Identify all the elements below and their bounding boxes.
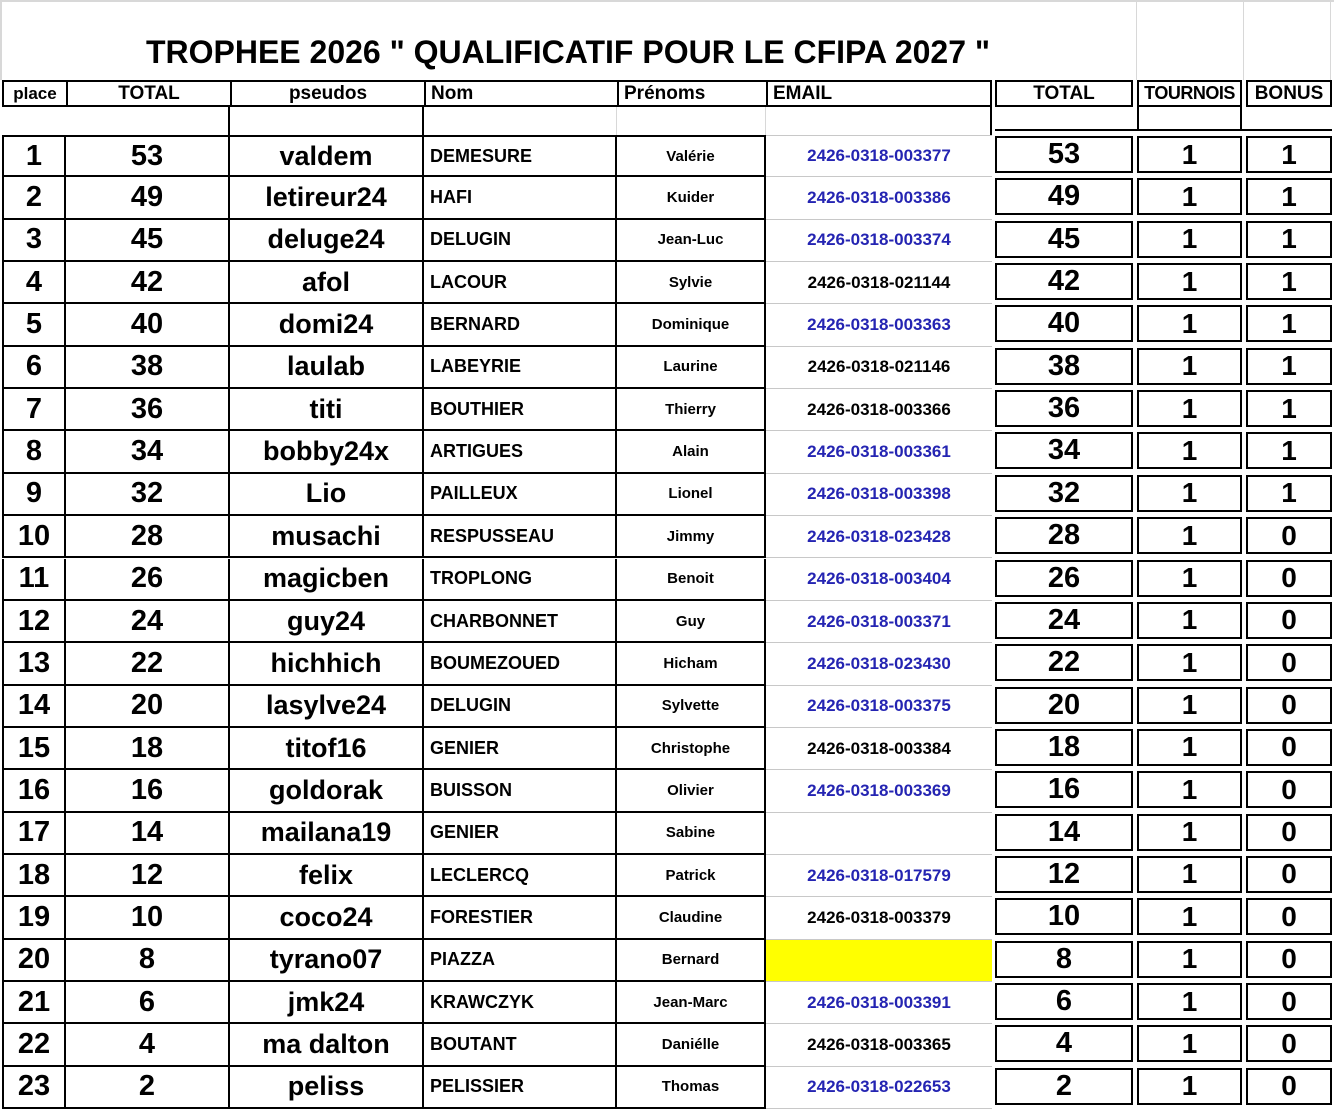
cell-prenom[interactable]: Lionel — [617, 474, 766, 516]
cell-place[interactable]: 16 — [2, 770, 66, 812]
cell-prenom[interactable]: Jimmy — [617, 516, 766, 558]
cell-bonus[interactable]: 0 — [1246, 729, 1332, 766]
cell-total2[interactable]: 8 — [995, 941, 1133, 978]
cell-bonus[interactable]: 1 — [1246, 432, 1332, 469]
cell-bonus[interactable]: 1 — [1246, 305, 1332, 342]
cell-total[interactable]: 53 — [66, 135, 230, 177]
cell-total2[interactable]: 42 — [995, 263, 1133, 300]
cell-bonus[interactable]: 0 — [1246, 687, 1332, 724]
cell-place[interactable]: 1 — [2, 135, 66, 177]
cell-email[interactable]: 2426-0318-003363 — [766, 304, 992, 346]
cell-total2[interactable]: 34 — [995, 432, 1133, 469]
cell-total2[interactable]: 18 — [995, 729, 1133, 766]
cell-bonus[interactable]: 0 — [1246, 1025, 1332, 1062]
cell-bonus[interactable]: 1 — [1246, 263, 1332, 300]
cell-email[interactable]: 2426-0318-021144 — [766, 262, 992, 304]
cell-email[interactable]: 2426-0318-023428 — [766, 516, 992, 558]
header-bonus[interactable]: BONUS — [1246, 80, 1332, 107]
cell-total[interactable]: 28 — [66, 516, 230, 558]
cell-pseudo[interactable]: musachi — [230, 516, 424, 558]
cell-total[interactable]: 42 — [66, 262, 230, 304]
cell-email[interactable]: 2426-0318-003379 — [766, 897, 992, 939]
cell-prenom[interactable]: Guy — [617, 601, 766, 643]
cell-nom[interactable]: LECLERCQ — [424, 855, 617, 897]
cell-nom[interactable]: PAILLEUX — [424, 474, 617, 516]
cell-prenom[interactable]: Bernard — [617, 940, 766, 982]
cell-pseudo[interactable]: titi — [230, 389, 424, 431]
gridline-top — [0, 0, 1334, 2]
cell-tournois[interactable]: 1 — [1137, 517, 1242, 554]
cell-place[interactable]: 19 — [2, 897, 66, 939]
cell-pseudo[interactable]: peliss — [230, 1067, 424, 1109]
cell-email[interactable]: 2426-0318-022653 — [766, 1067, 992, 1109]
cell-total[interactable]: 38 — [66, 347, 230, 389]
cell-bonus[interactable]: 0 — [1246, 517, 1332, 554]
cell-tournois[interactable]: 1 — [1137, 983, 1242, 1020]
cell-pseudo[interactable]: coco24 — [230, 897, 424, 939]
header-total-2[interactable]: TOTAL — [995, 80, 1133, 107]
cell-total2[interactable]: 32 — [995, 475, 1133, 512]
cell-total[interactable]: 14 — [66, 813, 230, 855]
cell-total[interactable]: 34 — [66, 431, 230, 473]
page-title: TROPHEE 2026 " QUALIFICATIF POUR LE CFIPA 2027 " — [145, 33, 991, 70]
header-prenoms[interactable]: Prénoms — [619, 82, 768, 105]
cell-total[interactable]: 10 — [66, 897, 230, 939]
cell-bonus[interactable]: 0 — [1246, 814, 1332, 851]
cell-place[interactable]: 18 — [2, 855, 66, 897]
cell-total[interactable]: 18 — [66, 728, 230, 770]
cell-total[interactable]: 8 — [66, 940, 230, 982]
cell-nom[interactable]: GENIER — [424, 813, 617, 855]
cell-tournois[interactable]: 1 — [1137, 856, 1242, 893]
cell-pseudo[interactable]: deluge24 — [230, 220, 424, 262]
cell-tournois[interactable]: 1 — [1137, 305, 1242, 342]
cell-email[interactable]: 2426-0318-017579 — [766, 855, 992, 897]
cell-nom[interactable]: GENIER — [424, 728, 617, 770]
spacer-line-bottom-right — [995, 129, 1332, 131]
cell-total2[interactable]: 10 — [995, 898, 1133, 935]
cell-prenom[interactable]: Sylvie — [617, 262, 766, 304]
cell-prenom[interactable]: Valérie — [617, 135, 766, 177]
cell-total[interactable]: 6 — [66, 982, 230, 1024]
cell-tournois[interactable]: 1 — [1137, 221, 1242, 258]
cell-nom[interactable]: BUISSON — [424, 770, 617, 812]
cell-bonus[interactable]: 0 — [1246, 856, 1332, 893]
cell-place[interactable]: 17 — [2, 813, 66, 855]
cell-bonus[interactable]: 1 — [1246, 221, 1332, 258]
cell-total[interactable]: 12 — [66, 855, 230, 897]
cell-nom[interactable]: DELUGIN — [424, 220, 617, 262]
spacer-line-pseudos-right — [422, 107, 424, 135]
cell-email[interactable]: 2426-0318-003366 — [766, 389, 992, 431]
cell-place[interactable]: 13 — [2, 643, 66, 685]
cell-pseudo[interactable]: goldorak — [230, 770, 424, 812]
cell-total2[interactable]: 45 — [995, 221, 1133, 258]
cell-email — [766, 940, 992, 982]
cell-bonus[interactable]: 1 — [1246, 136, 1332, 173]
cell-tournois[interactable]: 1 — [1137, 263, 1242, 300]
cell-bonus[interactable]: 1 — [1246, 348, 1332, 385]
cell-email[interactable]: 2426-0318-021146 — [766, 347, 992, 389]
cell-nom[interactable]: RESPUSSEAU — [424, 516, 617, 558]
cell-email — [766, 813, 992, 855]
cell-total2[interactable]: 4 — [995, 1025, 1133, 1062]
cell-tournois[interactable]: 1 — [1137, 814, 1242, 851]
cell-email[interactable]: 2426-0318-003371 — [766, 601, 992, 643]
cell-total2[interactable]: 2 — [995, 1068, 1133, 1105]
cell-place[interactable]: 14 — [2, 686, 66, 728]
cell-nom[interactable]: BERNARD — [424, 304, 617, 346]
cell-total[interactable]: 2 — [66, 1067, 230, 1109]
cell-pseudo[interactable]: hichhich — [230, 643, 424, 685]
cell-email[interactable]: 2426-0318-003384 — [766, 728, 992, 770]
cell-nom[interactable]: KRAWCZYK — [424, 982, 617, 1024]
table-header-left — [2, 80, 992, 107]
cell-place[interactable]: 20 — [2, 940, 66, 982]
cell-total[interactable]: 45 — [66, 220, 230, 262]
cell-place[interactable]: 9 — [2, 474, 66, 516]
cell-bonus[interactable]: 0 — [1246, 941, 1332, 978]
spacer-line-email-left — [765, 107, 766, 135]
cell-bonus[interactable]: 0 — [1246, 771, 1332, 808]
cell-place[interactable]: 6 — [2, 347, 66, 389]
cell-nom[interactable]: PIAZZA — [424, 940, 617, 982]
cell-total[interactable]: 24 — [66, 601, 230, 643]
cell-prenom[interactable]: Thierry — [617, 389, 766, 431]
spacer-line-tournois-left — [1137, 107, 1139, 131]
spacer-line-tournois-right — [1240, 107, 1242, 131]
cell-bonus[interactable]: 1 — [1246, 475, 1332, 512]
cell-tournois[interactable]: 1 — [1137, 178, 1242, 215]
cell-total2[interactable]: 28 — [995, 517, 1133, 554]
cell-pseudo[interactable]: guy24 — [230, 601, 424, 643]
cell-prenom[interactable]: Benoit — [617, 559, 766, 601]
cell-pseudo[interactable]: bobby24x — [230, 431, 424, 473]
cell-tournois[interactable]: 1 — [1137, 644, 1242, 681]
cell-pseudo[interactable]: felix — [230, 855, 424, 897]
cell-pseudo[interactable]: letireur24 — [230, 177, 424, 219]
gridline-v3 — [1330, 2, 1331, 80]
cell-prenom[interactable]: Claudine — [617, 897, 766, 939]
cell-total[interactable]: 20 — [66, 686, 230, 728]
cell-place[interactable]: 2 — [2, 177, 66, 219]
cell-total2[interactable]: 38 — [995, 348, 1133, 385]
cell-nom[interactable]: DEMESURE — [424, 135, 617, 177]
cell-nom[interactable]: CHARBONNET — [424, 601, 617, 643]
cell-email[interactable]: 2426-0318-003361 — [766, 431, 992, 473]
cell-total2[interactable]: 53 — [995, 136, 1133, 173]
cell-total[interactable]: 32 — [66, 474, 230, 516]
cell-bonus[interactable]: 0 — [1246, 644, 1332, 681]
cell-total[interactable]: 26 — [66, 559, 230, 601]
cell-prenom[interactable]: Jean-Marc — [617, 982, 766, 1024]
cell-bonus[interactable]: 1 — [1246, 178, 1332, 215]
cell-tournois[interactable]: 1 — [1137, 432, 1242, 469]
cell-pseudo[interactable]: jmk24 — [230, 982, 424, 1024]
spacer-line-pseudos-left — [228, 107, 230, 135]
cell-pseudo[interactable]: Lio — [230, 474, 424, 516]
cell-place[interactable]: 4 — [2, 262, 66, 304]
header-email[interactable]: EMAIL — [773, 82, 833, 104]
cell-email[interactable]: 2426-0318-003369 — [766, 770, 992, 812]
cell-tournois[interactable]: 1 — [1137, 729, 1242, 766]
cell-place[interactable]: 11 — [2, 559, 66, 601]
cell-pseudo[interactable]: magicben — [230, 559, 424, 601]
cell-total2[interactable]: 49 — [995, 178, 1133, 215]
cell-total2[interactable]: 20 — [995, 687, 1133, 724]
cell-tournois[interactable]: 1 — [1137, 771, 1242, 808]
cell-email[interactable]: 2426-0318-003404 — [766, 559, 992, 601]
cell-nom[interactable]: ARTIGUES — [424, 431, 617, 473]
cell-nom[interactable]: TROPLONG — [424, 559, 617, 601]
spacer-line-prenoms-left — [616, 107, 617, 135]
cell-tournois[interactable]: 1 — [1137, 475, 1242, 512]
cell-place[interactable]: 7 — [2, 389, 66, 431]
cell-nom[interactable]: FORESTIER — [424, 897, 617, 939]
cell-tournois[interactable]: 1 — [1137, 687, 1242, 724]
cell-email[interactable]: 2426-0318-003375 — [766, 686, 992, 728]
cell-prenom[interactable]: Sabine — [617, 813, 766, 855]
cell-nom[interactable]: HAFI — [424, 177, 617, 219]
cell-total2[interactable]: 16 — [995, 771, 1133, 808]
cell-tournois[interactable]: 1 — [1137, 941, 1242, 978]
cell-nom[interactable]: DELUGIN — [424, 686, 617, 728]
spacer-line-email-right — [990, 107, 992, 135]
cell-total[interactable]: 49 — [66, 177, 230, 219]
header-total[interactable]: TOTAL — [68, 82, 232, 105]
cell-bonus[interactable]: 0 — [1246, 602, 1332, 639]
cell-place[interactable]: 12 — [2, 601, 66, 643]
cell-nom[interactable]: BOUTHIER — [424, 389, 617, 431]
cell-email[interactable]: 2426-0318-003365 — [766, 1024, 992, 1066]
cell-bonus[interactable]: 0 — [1246, 1068, 1332, 1105]
cell-nom[interactable]: BOUTANT — [424, 1024, 617, 1066]
cell-tournois[interactable]: 1 — [1137, 602, 1242, 639]
header-pseudos[interactable]: pseudos — [232, 82, 426, 105]
cell-total2[interactable]: 26 — [995, 560, 1133, 597]
cell-total2[interactable]: 36 — [995, 390, 1133, 427]
cell-place[interactable]: 21 — [2, 982, 66, 1024]
cell-total[interactable]: 22 — [66, 643, 230, 685]
cell-email[interactable]: 2426-0318-003374 — [766, 220, 992, 262]
cell-prenom[interactable]: Christophe — [617, 728, 766, 770]
cell-tournois[interactable]: 1 — [1137, 560, 1242, 597]
cell-prenom[interactable]: Hicham — [617, 643, 766, 685]
cell-tournois[interactable]: 1 — [1137, 136, 1242, 173]
cell-total[interactable]: 36 — [66, 389, 230, 431]
cell-email[interactable]: 2426-0318-003377 — [766, 135, 992, 177]
cell-total2[interactable]: 22 — [995, 644, 1133, 681]
cell-total[interactable]: 40 — [66, 304, 230, 346]
cell-nom[interactable]: BOUMEZOUED — [424, 643, 617, 685]
cell-prenom[interactable]: Patrick — [617, 855, 766, 897]
cell-email[interactable]: 2426-0318-003386 — [766, 177, 992, 219]
cell-total2[interactable]: 6 — [995, 983, 1133, 1020]
cell-prenom[interactable]: Alain — [617, 431, 766, 473]
cell-total2[interactable]: 12 — [995, 856, 1133, 893]
cell-place[interactable]: 23 — [2, 1067, 66, 1109]
cell-nom[interactable]: LABEYRIE — [424, 347, 617, 389]
cell-prenom[interactable]: Olivier — [617, 770, 766, 812]
header-tournois[interactable]: TOURNOIS — [1137, 80, 1242, 107]
cell-tournois[interactable]: 1 — [1137, 1025, 1242, 1062]
cell-total[interactable]: 4 — [66, 1024, 230, 1066]
cell-bonus[interactable]: 0 — [1246, 983, 1332, 1020]
cell-email[interactable]: 2426-0318-003398 — [766, 474, 992, 516]
cell-bonus[interactable]: 0 — [1246, 560, 1332, 597]
cell-prenom[interactable]: Sylvette — [617, 686, 766, 728]
cell-prenom[interactable]: Kuider — [617, 177, 766, 219]
cell-prenom[interactable]: Laurine — [617, 347, 766, 389]
gridline-left — [0, 0, 2, 80]
cell-place[interactable]: 5 — [2, 304, 66, 346]
cell-place[interactable]: 15 — [2, 728, 66, 770]
cell-total2[interactable]: 40 — [995, 305, 1133, 342]
cell-bonus[interactable]: 1 — [1246, 390, 1332, 427]
cell-tournois[interactable]: 1 — [1137, 898, 1242, 935]
cell-pseudo[interactable]: titof16 — [230, 728, 424, 770]
cell-nom[interactable]: LACOUR — [424, 262, 617, 304]
cell-nom[interactable]: PELISSIER — [424, 1067, 617, 1109]
cell-pseudo[interactable]: lasylve24 — [230, 686, 424, 728]
cell-pseudo[interactable]: domi24 — [230, 304, 424, 346]
cell-total[interactable]: 16 — [66, 770, 230, 812]
cell-pseudo[interactable]: laulab — [230, 347, 424, 389]
cell-email[interactable]: 2426-0318-003391 — [766, 982, 992, 1024]
cell-tournois[interactable]: 1 — [1137, 1068, 1242, 1105]
header-place[interactable]: place — [4, 82, 68, 105]
cell-prenom[interactable]: Thomas — [617, 1067, 766, 1109]
cell-pseudo[interactable]: valdem — [230, 135, 424, 177]
cell-place[interactable]: 10 — [2, 516, 66, 558]
cell-bonus[interactable]: 0 — [1246, 898, 1332, 935]
gridline-v1 — [1136, 2, 1137, 80]
cell-total2[interactable]: 14 — [995, 814, 1133, 851]
cell-prenom[interactable]: Daniélle — [617, 1024, 766, 1066]
header-nom[interactable]: Nom — [426, 82, 619, 105]
cell-place[interactable]: 8 — [2, 431, 66, 473]
cell-pseudo[interactable]: ma dalton — [230, 1024, 424, 1066]
cell-prenom[interactable]: Jean-Luc — [617, 220, 766, 262]
cell-total2[interactable]: 24 — [995, 602, 1133, 639]
cell-place[interactable]: 3 — [2, 220, 66, 262]
cell-pseudo[interactable]: mailana19 — [230, 813, 424, 855]
cell-pseudo[interactable]: afol — [230, 262, 424, 304]
cell-email[interactable]: 2426-0318-023430 — [766, 643, 992, 685]
gridline-v2 — [1243, 2, 1244, 80]
cell-tournois[interactable]: 1 — [1137, 390, 1242, 427]
cell-pseudo[interactable]: tyrano07 — [230, 940, 424, 982]
cell-place[interactable]: 22 — [2, 1024, 66, 1066]
cell-tournois[interactable]: 1 — [1137, 348, 1242, 385]
cell-prenom[interactable]: Dominique — [617, 304, 766, 346]
